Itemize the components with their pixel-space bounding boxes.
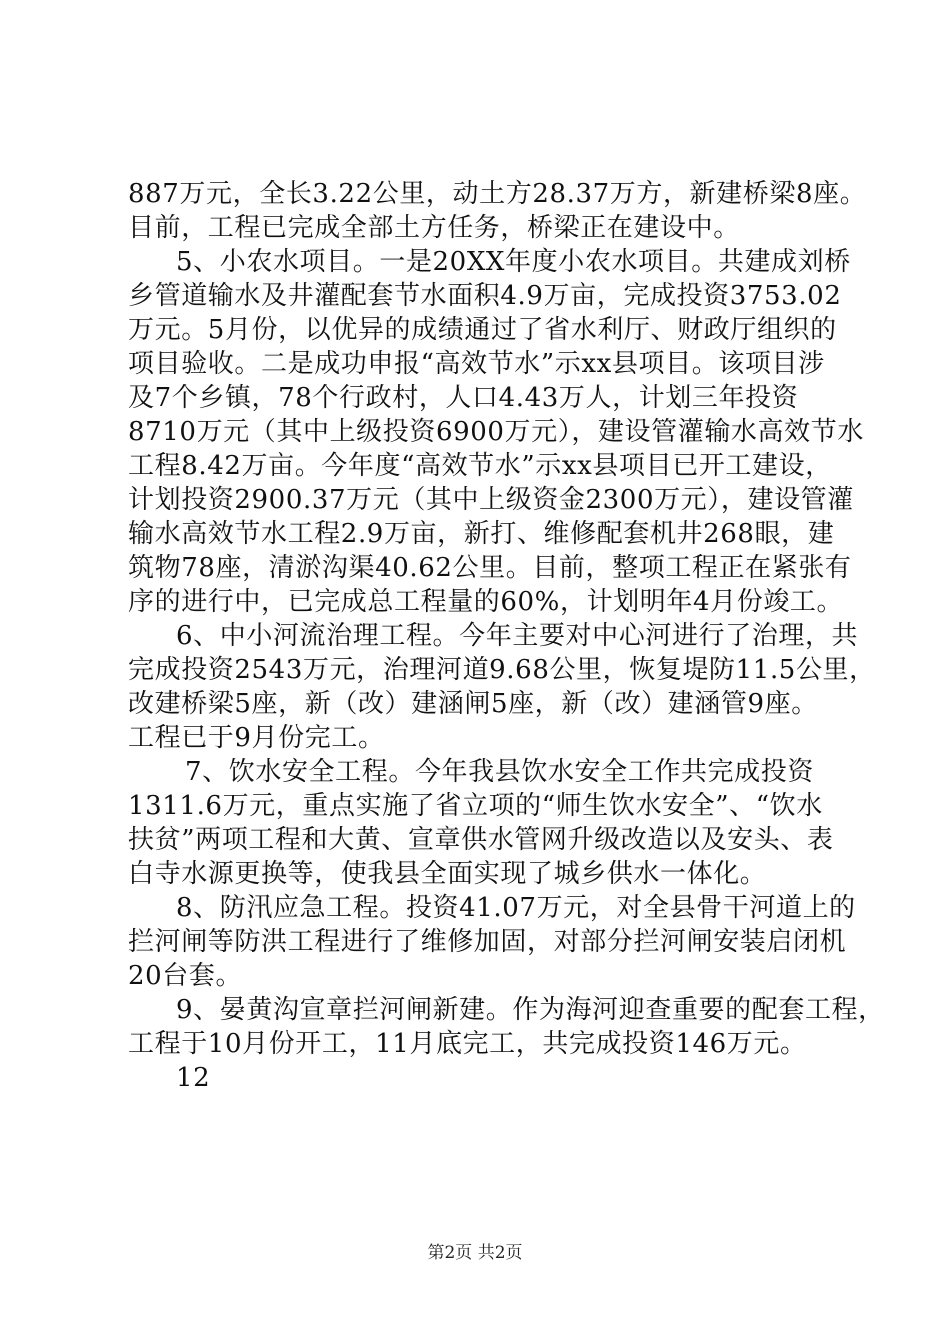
text-line-2: 目前，工程已完成全部土方任务，桥梁正在建设中。 <box>128 213 740 243</box>
text-line-16: 改建桥梁5座，新（改）建涵闸5座，新（改）建涵管9座。 <box>128 689 818 719</box>
text-line-17: 工程已于9月份完工。 <box>128 723 385 753</box>
text-line-8: 8710万元（其中上级投资6900万元），建设管灌输水高效节水 <box>128 417 864 447</box>
text-line-10: 计划投资2900.37万元（其中上级资金2300万元），建设管灌 <box>128 485 854 515</box>
text-line-13: 序的进行中，已完成总工程量的60%，计划明年4月份竣工。 <box>128 587 844 617</box>
text-line-19: 1311.6万元，重点实施了省立项的“师生饮水安全”、“饮水 <box>128 791 823 821</box>
text-line-11: 输水高效节水工程2.9万亩，新打、维修配套机井268眼，建 <box>128 519 835 549</box>
text-line-14: 6、中小河流治理工程。今年主要对中心河进行了治理，共 <box>176 621 859 651</box>
text-line-5: 万元。5月份，以优异的成绩通过了省水利厅、财政厅组织的 <box>128 315 837 345</box>
text-line-26: 工程于10月份开工，11月底完工，共完成投资146万元。 <box>128 1029 807 1059</box>
text-line-20: 扶贫”两项工程和大黄、宣章供水管网升级改造以及安头、表 <box>128 825 834 855</box>
text-line-1: 887万元，全长3.22公里，动土方28.37万方，新建桥梁8座。 <box>128 179 867 209</box>
text-line-24: 20台套。 <box>128 961 243 991</box>
text-line-3: 5、小农水项目。一是20XX年度小农水项目。共建成刘桥 <box>176 247 851 277</box>
text-line-7: 及7个乡镇，78个行政村，人口4.43万人，计划三年投资 <box>128 383 799 413</box>
text-line-6: 项目验收。二是成功申报“高效节水”示xx县项目。该项目涉 <box>128 349 825 379</box>
text-line-15: 完成投资2543万元，治理河道9.68公里，恢复堤防11.5公里， <box>128 655 876 685</box>
text-line-27: 12 <box>176 1063 211 1093</box>
text-line-9: 工程8.42万亩。今年度“高效节水”示xx县项目已开工建设， <box>128 451 832 481</box>
text-line-21: 白寺水源更换等，使我县全面实现了城乡供水一体化。 <box>128 859 767 889</box>
text-line-4: 乡管道输水及井灌配套节水面积4.9万亩，完成投资3753.02 <box>128 281 842 311</box>
text-line-25: 9、晏黄沟宣章拦河闸新建。作为海河迎查重要的配套工程， <box>176 995 885 1025</box>
text-line-18: 7、饮水安全工程。今年我县饮水安全工作共完成投资 <box>185 757 814 787</box>
text-line-22: 8、防汛应急工程。投资41.07万元，对全县骨干河道上的 <box>176 893 856 923</box>
page-footer: 第2页 共2页 <box>427 1243 523 1263</box>
text-line-23: 拦河闸等防洪工程进行了维修加固，对部分拦河闸安装启闭机 <box>128 927 847 957</box>
text-line-12: 筑物78座，清淤沟渠40.62公里。目前，整项工程正在紧张有 <box>128 553 852 583</box>
